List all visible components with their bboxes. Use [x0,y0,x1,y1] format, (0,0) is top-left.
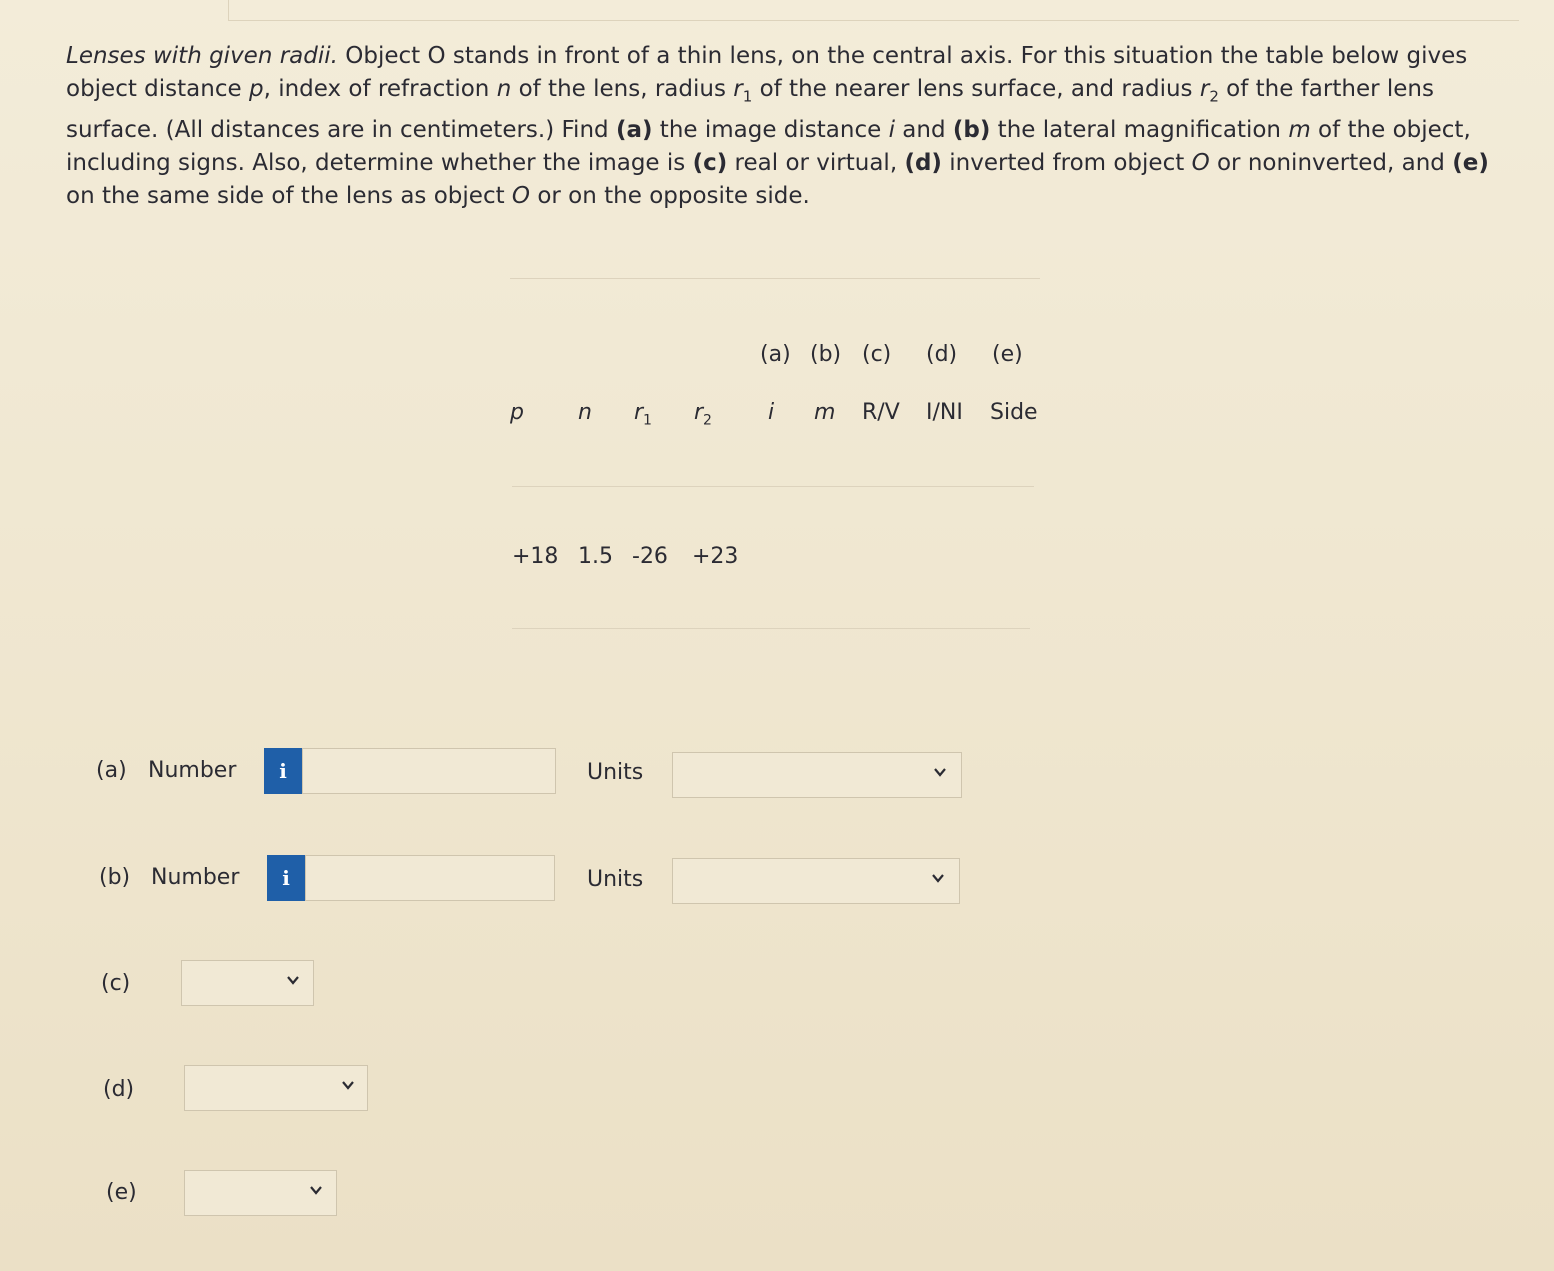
top-divider [228,0,1519,21]
table-cell-n: 1.5 [578,544,613,569]
table-cell-r1: -26 [632,544,668,569]
answer-label-b: (b) [99,865,131,890]
problem-statement [66,40,1506,213]
problem-text: on the same side of the lens as object [66,182,512,209]
problem-var: O [511,182,531,209]
table-header-r1 [634,400,652,428]
problem-var: r [1199,76,1210,102]
table-rule-bottom [512,628,1030,629]
problem-text: the image distance [652,116,889,143]
problem-text: of the farther lens surface. (All distances are in centimeters.) Find [66,76,1434,143]
chevron-down-icon [341,1078,355,1092]
problem-text: , index of refraction [263,76,497,102]
problem-var: n [496,76,512,102]
units-label-b: Units [587,867,644,892]
table-cell-r2: +23 [692,544,739,569]
units-select-b[interactable] [672,858,960,904]
table-header-n: n [578,400,592,425]
info-icon-glyph: i [279,759,287,783]
table-header-r1-base: r [634,400,644,425]
units-label-a: Units [587,760,644,785]
table-header-ini: I/NI [926,400,963,425]
problem-var: p [248,76,264,102]
select-d[interactable] [184,1065,368,1111]
number-input-b[interactable] [305,855,555,901]
problem-text: or noninverted, and [1209,149,1453,176]
table-rule-middle [512,486,1034,487]
table-header-side: Side [990,400,1038,425]
table-header-r1-sub: 1 [643,412,652,429]
problem-subscript: 1 [742,87,753,106]
problem-text: the lateral magnification [990,116,1289,143]
answer-label-a: (a) [96,758,127,783]
problem-part-label: (b) [952,116,991,143]
number-input-a[interactable] [302,748,556,794]
problem-text: inverted from object [941,149,1192,176]
problem-text: stands in front of a thin lens, on the central axis. For this situation the table below gives object distance [66,43,1468,102]
info-icon-glyph: i [282,866,290,890]
chevron-down-icon [309,1183,323,1197]
chevron-down-icon [286,973,300,987]
answer-label-c: (c) [101,971,131,996]
problem-text: Object [337,43,428,69]
units-select-a[interactable] [672,752,962,798]
table-part-header: (a) [760,342,791,367]
answer-label-d: (d) [103,1077,135,1102]
problem-text: of the object, including signs. Also, determine whether the image is [66,116,1471,176]
table-header-m: m [814,400,836,425]
problem-text: real or virtual, [727,149,905,176]
table-part-header: (e) [992,342,1023,367]
table-part-header: (b) [810,342,842,367]
table-part-header: (c) [862,342,892,367]
table-rule-top [510,278,1040,279]
problem-title: Lenses with given radii. [66,43,338,69]
table-cell-p: +18 [512,544,559,569]
problem-part-label: (d) [904,149,942,176]
info-icon[interactable] [264,748,302,794]
table-header-i: i [768,400,775,425]
problem-subscript: 2 [1209,87,1219,106]
problem-text: of the lens, radius [511,76,734,102]
table-header-r2-base: r [694,400,704,425]
table-header-r2 [694,400,712,428]
problem-part-label: (c) [692,149,728,176]
chevron-down-icon [931,871,945,885]
number-label-a: Number [148,758,237,783]
problem-var: O [427,43,446,69]
select-c[interactable] [181,960,314,1006]
problem-var: r [733,76,743,102]
table-header-p: p [510,400,524,425]
problem-part-label: (a) [615,116,653,143]
table-header-rv: R/V [862,400,900,425]
problem-text: of the nearer lens surface, and radius [752,76,1200,102]
table-header-r2-sub: 2 [703,412,712,429]
problem-var: O [1191,149,1210,176]
problem-var: m [1288,116,1311,143]
info-icon[interactable] [267,855,305,901]
number-label-b: Number [151,865,240,890]
problem-text: and [894,116,953,143]
problem-var: i [888,116,895,143]
select-e[interactable] [184,1170,337,1216]
answer-label-e: (e) [106,1180,137,1205]
table-part-header: (d) [926,342,958,367]
problem-text: or on the opposite side. [530,182,810,209]
problem-part-label: (e) [1452,149,1489,176]
chevron-down-icon [933,765,947,779]
